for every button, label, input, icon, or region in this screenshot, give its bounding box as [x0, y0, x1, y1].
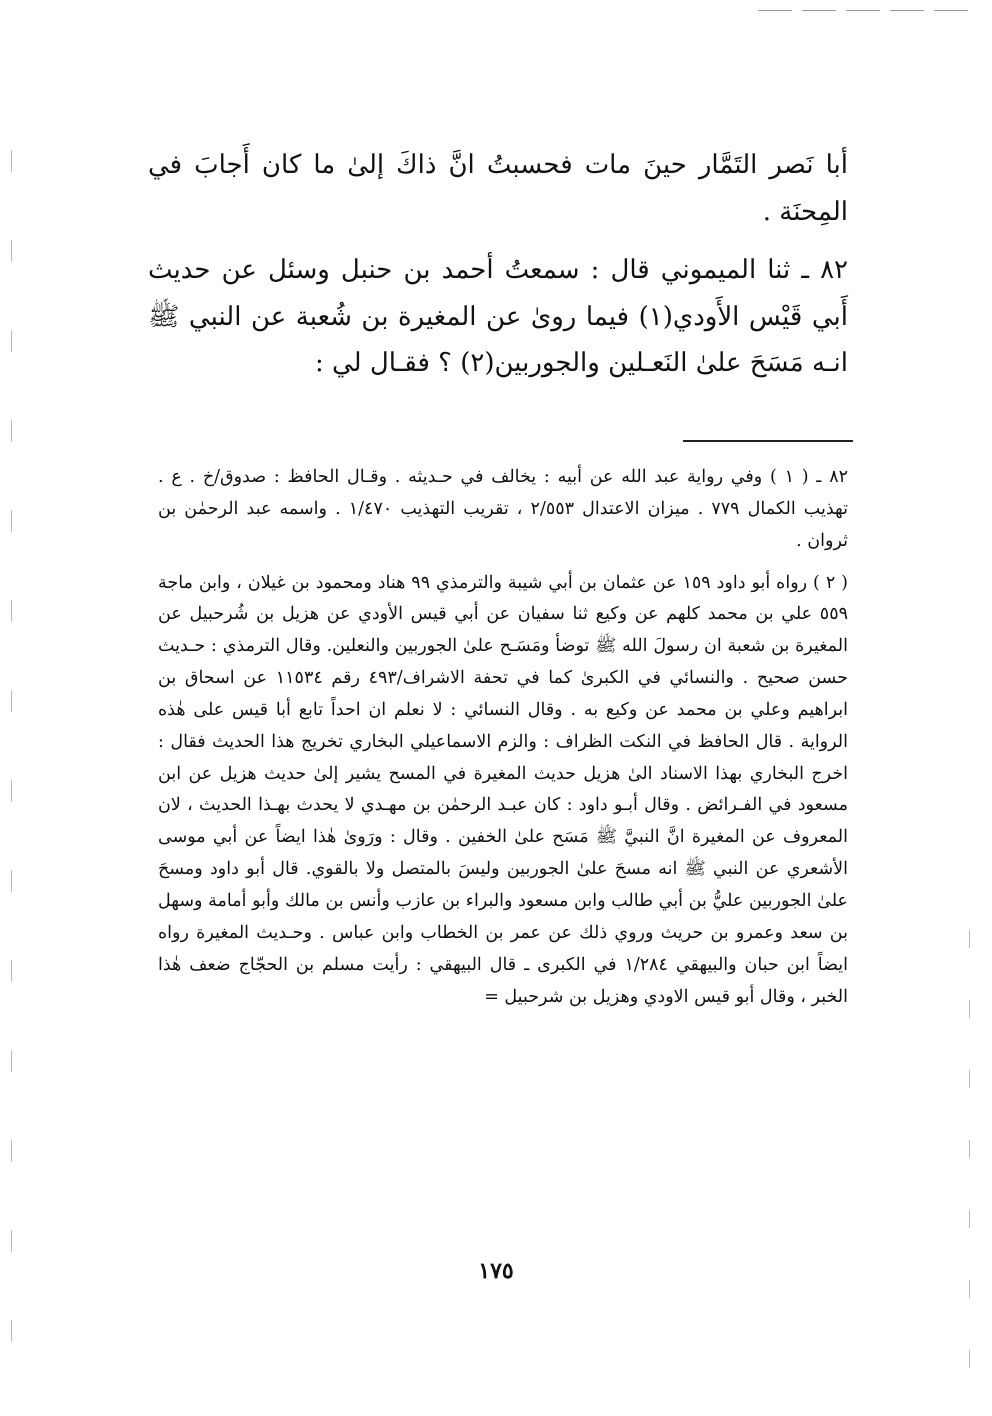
footnotes [158, 462, 848, 1013]
footnote-2: ( ٢ ) رواه أبو داود ١٥٩ عن عثمان بن أبي شيبة والترمذي ٩٩ هناد ومحمود بن غيلان ، وابن ماجة ٥٥٩ علي بن محمد كلهم عن وكيع ثنا سفيان عن أبي قيس الأودي عن هزيل بن شُرحبيل عن المغيرة بن شعبة ان رسولَ الله ﷺ توضأ ومَسَـح علىٰ الجوربين والنعلين. وقال الترمذي : حـديث حسن صحيح . والنسائي في الكبرىٰ كما في تحفة الاشراف/٤٩٣ رقم ١١٥٣٤ عن اسحاق بن ابراهيم وعلي بن محمد عن وكيع به . وقال النسائي : لا نعلم ان احداً تابع أبا قيس على هٰذه الرواية . قال الحافظ في النكت الظراف : والزم الاسماعيلي البخاري تخريج هذا الحديث فقال : اخرج البخاري بهذا الاسناد الىٰ هزيل حديث المغيرة في المسح يشير إلىٰ حديث هزيل عن ابن مسعود في الفـرائض . وقال أبـو داود : كان عبـد الرحمٰن بن مهـدي لا يحدث بهـذا الحديث ، لان المعروف عن المغيرة انَّ النبيَّ ﷺ مَسَح علىٰ الخفين . وقال : ورَوىٰ هٰذا ايضاً عن أبي موسى الأشعري عن النبي ﷺ انه مسحَ علىٰ الجوربين وليسَ بالمتصل ولا بالقوي. قال أبو داود ومسحَ علىٰ الجوربين عليُّ بن أبي طالب وابن مسعود والبراء بن عازب وأنس بن مالك وأبو أمامة وسهل بن سعد وعمرو بن حريث وروي ذلك عن عمر بن الخطاب وابن عباس . وحـديث المغيرة رواه ايضاً ابن حبان والبيهقي ١/٢٨٤ في الكبرى ـ قال البيهقي : رأيت مسلم بن الحجّاج ضعف هٰذا الخبر ، وقال أبو قيس الاودي وهزيل بن شرحبيل = [158, 572, 849, 1007]
scan-edge-left [11, 150, 12, 1350]
footnote-1: ٨٢ ـ ( ١ ) وفي رواية عبد الله عن أبيه : يخالف في حـديثه . وقـال الحافظ : صدوق/خ . ع . تهذيب الكمال ٧٧٩ . ميزان الاعتدال ٢/٥٥٣ ، تقريب التهذيب ١/٤٧٠ . واسمه عبد الرحمٰن بن ثروان . [158, 467, 848, 551]
scan-edge-right [969, 930, 970, 1390]
scan-marks [758, 10, 968, 11]
page-number: ١٧٥ [478, 1258, 514, 1284]
main-paragraph-2: ٨٢ ـ ثنا الميموني قال : سمعتُ أحمد بن حنبل وسئل عن حديث أَبي قَيْس الأَودي(١) فيما روىٰ عن المغيرة بن شُعبة عن النبي ﷺ انـه مَسَحَ علىٰ النَعـلين والجوربين(٢) ؟ فقـال لي : [148, 255, 848, 379]
footnote-separator [683, 440, 853, 442]
main-paragraph-1: أبا نَصر التَمَّار حينَ مات فحسبتُ انَّ ذاكَ إلىٰ ما كان أَجابَ في المِحنَة . [148, 150, 848, 227]
main-text [148, 142, 848, 387]
